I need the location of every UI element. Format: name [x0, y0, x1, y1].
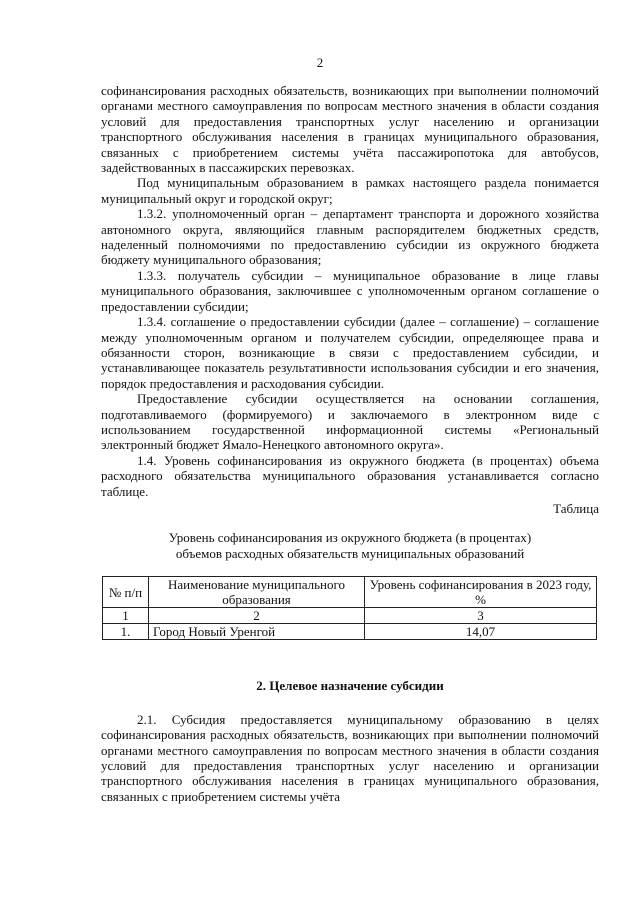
table-index-row [103, 608, 597, 624]
paragraph-1-3-2: 1.3.2. уполномоченный орган – департамент транспорта и дорожного хозяйства автономного округа, являющийся главным распорядителем бюджетных средств, наделенный полномочиями по предоставлению субсидии из окружного бюджета бюджету муниципального образования; [101, 206, 599, 268]
paragraph-1-4: 1.4. Уровень софинансирования из окружного бюджета (в процентах) объема расходного обязательства муниципального образования устанавливается согласно таблице. [101, 452, 599, 499]
paragraph-agreement: Предоставление субсидии осуществляется на основании соглашения, подготавливаемого (формируемого) и заключаемого в электронном виде с использованием государственной информационной системы «Региональный электронный бюджет Ямало-Ненецкого автономного округа». [101, 391, 599, 453]
table-caption [101, 530, 599, 562]
paragraph-1-3-3: 1.3.3. получатель субсидии – муниципальное образование в лице главы муниципального образования, заключившее с уполномоченным органом соглашение о предоставлении субсидии; [101, 267, 599, 314]
table-row [103, 624, 597, 640]
header-number: № п/п [103, 577, 149, 608]
header-municipality: Наименование муниципального образования [149, 577, 365, 608]
paragraph-1: софинансирования расходных обязательств, возникающих при выполнении полномочий органами местного самоуправления по вопросам местного значения в области создания условий для предоставления транспортных услуг населению и организации транспортного обслуживания населения в границах муниципального образования, связанных с приобретением системы учёта пассажиропотока для автобусов, задействованных в пассажирских перевозках. [101, 83, 599, 176]
page-number: 2 [316, 55, 324, 70]
table-caption-line-2: объемов расходных обязательств муниципальных образований [175, 546, 525, 562]
table-header-row [103, 577, 597, 608]
row-number: 1. [103, 624, 149, 640]
document-body [101, 83, 599, 804]
index-cell-3: 3 [365, 608, 597, 624]
paragraph-2-1: 2.1. Субсидия предоставляется муниципальному образованию в целях софинансирования расходных обязательств, возникающих при выполнении полномочий органами местного самоуправления по вопросам местного значения в области создания условий для предоставления транспортных услуг населению и организации транспортного обслуживания населения в границах муниципального образования, связанных с приобретением системы учёта [101, 711, 599, 804]
row-level: 14,07 [365, 624, 597, 640]
row-municipality: Город Новый Уренгой [149, 624, 365, 640]
cofinancing-table [102, 576, 597, 640]
header-level: Уровень софинансирования в 2023 году, % [365, 577, 597, 608]
paragraph-1-3-4: 1.3.4. соглашение о предоставлении субсидии (далее – соглашение) – соглашение между уполномоченным органом и получателем субсидии, определяющее права и обязанности сторон, возникающие в связи с предоставлением субсидии, и устанавливающее показатель результативности использования субсидии и его значения, порядок предоставления и расходования субсидии. [101, 314, 599, 391]
index-cell-2: 2 [149, 608, 365, 624]
paragraph-2: Под муниципальным образованием в рамках настоящего раздела понимается муниципальный округ и городской округ; [101, 175, 599, 206]
section-title: 2. Целевое назначение субсидии [256, 678, 444, 694]
index-cell-1: 1 [103, 608, 149, 624]
table-caption-line-1: Уровень софинансирования из окружного бюджета (в процентах) [168, 530, 532, 546]
table-label: Таблица [553, 500, 599, 516]
